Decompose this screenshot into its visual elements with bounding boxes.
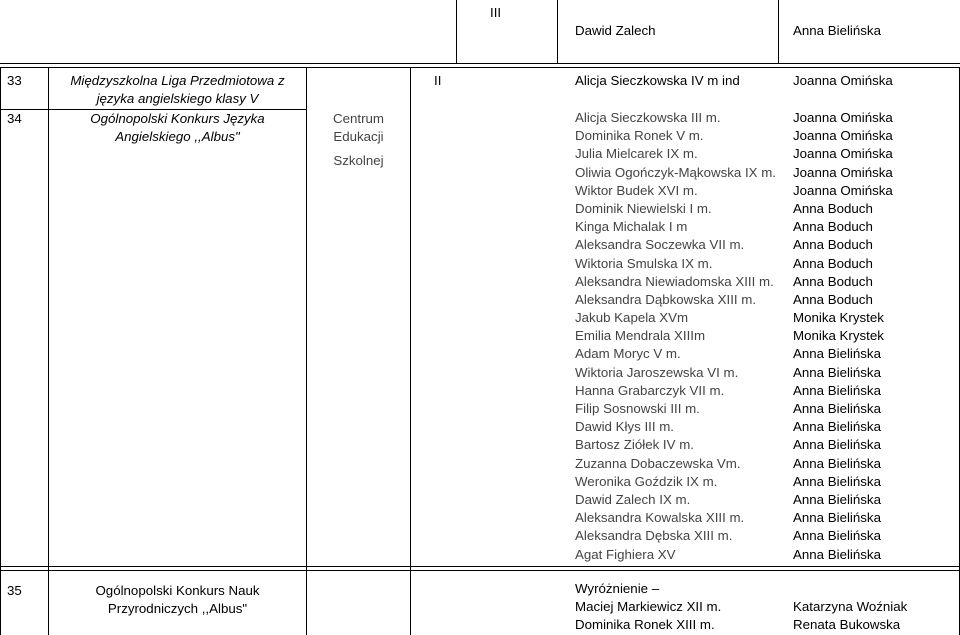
row34-number: 34 bbox=[7, 111, 22, 126]
list-item: Emilia Mendrala XIIIm bbox=[575, 328, 706, 344]
row33-title-line1: Międzyszkolna Liga Przedmiotowa z bbox=[70, 73, 285, 88]
list-item: Maciej Markiewicz XII m. bbox=[575, 599, 722, 615]
list-item: Dominika Ronek V m. bbox=[575, 128, 704, 144]
row35-number: 35 bbox=[7, 583, 22, 598]
list-item: Renata Bukowska bbox=[793, 617, 901, 633]
row33-title-line2: języka angielskiego klasy V bbox=[96, 91, 259, 106]
list-item: Anna Bielińska bbox=[793, 455, 881, 471]
list-item: Agat Fighiera XV bbox=[575, 546, 676, 562]
top-place: III bbox=[490, 5, 502, 20]
list-item: Bartosz Ziółek IV m. bbox=[575, 437, 694, 453]
grid-line-top-row-mid bbox=[557, 0, 558, 64]
list-item: Alicja Sieczkowska III m. bbox=[575, 110, 721, 125]
row35-title-line1: Ogólnopolski Konkurs Nauk bbox=[95, 583, 260, 598]
list-item: Hanna Grabarczyk VII m. bbox=[575, 382, 725, 398]
row34-organizer-line1: Centrum bbox=[333, 111, 384, 126]
row34-organizer-line3: Szkolnej bbox=[333, 153, 384, 168]
list-item: Anna Boduch bbox=[793, 237, 873, 253]
grid-line-top-row-right bbox=[778, 0, 779, 64]
list-item: Anna Bielińska bbox=[793, 437, 881, 453]
list-item: Wiktoria Smulska IX m. bbox=[575, 255, 713, 271]
top-teacher: Anna Bielińska bbox=[793, 23, 881, 38]
list-item: Dawid Kłys III m. bbox=[575, 419, 675, 435]
row35-teachers-list bbox=[793, 598, 907, 634]
list-item: Monika Krystek bbox=[793, 310, 884, 326]
list-item: Anna Bielińska bbox=[793, 491, 881, 507]
list-item: Adam Moryc V m. bbox=[575, 346, 681, 362]
list-item: Wiktoria Jaroszewska VI m. bbox=[575, 364, 739, 380]
row33-number: 33 bbox=[7, 73, 22, 88]
row34-header-teacher: Joanna Omińska bbox=[793, 73, 893, 88]
list-item: Wiktor Budek XVI m. bbox=[575, 182, 698, 198]
list-item: Joanna Omińska bbox=[793, 128, 893, 144]
list-item: Monika Krystek bbox=[793, 328, 884, 344]
top-winner: Dawid Zalech bbox=[575, 23, 656, 38]
list-item: Joanna Omińska bbox=[793, 182, 893, 198]
list-item: Kinga Michalak I m bbox=[575, 219, 688, 235]
list-item: Dominika Ronek XIII m. bbox=[575, 617, 715, 633]
list-item: Anna Bielińska bbox=[793, 473, 881, 489]
list-item: Filip Sosnowski III m. bbox=[575, 401, 700, 416]
list-item: Anna Boduch bbox=[793, 273, 873, 289]
list-item: Anna Bielińska bbox=[793, 546, 881, 562]
list-item: Aleksandra Dąbkowska XIII m. bbox=[575, 291, 757, 307]
list-item: Anna Bielińska bbox=[793, 419, 881, 435]
list-item: Dawid Zalech IX m. bbox=[575, 491, 691, 507]
row35-winners-list bbox=[575, 580, 721, 635]
list-item: Weronika Goździk IX m. bbox=[575, 473, 718, 489]
list-item: Anna Bielińska bbox=[793, 401, 881, 416]
grid-line-h1 bbox=[0, 63, 960, 64]
grid-line-v-outer-left bbox=[0, 67, 1, 635]
list-item: Anna Boduch bbox=[793, 255, 873, 271]
list-item: Anna Bielińska bbox=[793, 382, 881, 398]
grid-line-v-num bbox=[48, 67, 49, 635]
row34-teachers-list bbox=[793, 109, 893, 564]
list-item: Dominik Niewielski I m. bbox=[575, 200, 712, 216]
row35-title-line2: Przyrodniczych ,,Albus" bbox=[107, 601, 248, 616]
list-item: Julia Mielcarek IX m. bbox=[575, 146, 698, 162]
list-item: Joanna Omińska bbox=[793, 146, 893, 162]
row34-place: II bbox=[434, 73, 442, 88]
list-item: Aleksandra Niewiadomska XIII m. bbox=[575, 273, 774, 289]
row34-winners-list bbox=[575, 109, 776, 564]
list-item: Katarzyna Woźniak bbox=[793, 599, 908, 614]
list-item: Zuzanna Dobaczewska Vm. bbox=[575, 455, 741, 471]
list-item: Aleksandra Dębska XIII m. bbox=[575, 528, 733, 544]
list-item: Jakub Kapela XVm bbox=[575, 310, 689, 326]
row34-title-line2: Angielskiego ,,Albus" bbox=[115, 129, 240, 144]
list-item: Aleksandra Soczewka VII m. bbox=[575, 237, 745, 253]
grid-line-h5 bbox=[0, 570, 960, 571]
list-item: Anna Bielińska bbox=[793, 510, 881, 526]
list-item: Anna Bielińska bbox=[793, 346, 881, 362]
list-item: Anna Boduch bbox=[793, 219, 873, 235]
grid-line-v-organizer bbox=[410, 67, 411, 635]
list-item: Anna Boduch bbox=[793, 291, 873, 307]
grid-line-h4 bbox=[0, 566, 960, 567]
row34-organizer-line2: Edukacji bbox=[333, 129, 384, 144]
list-item: Joanna Omińska bbox=[793, 164, 893, 180]
list-item: Anna Bielińska bbox=[793, 528, 881, 544]
list-item: Joanna Omińska bbox=[793, 110, 893, 125]
row34-title-line1: Ogólnopolski Konkurs Języka bbox=[90, 111, 265, 126]
list-item: Wyróżnienie – bbox=[575, 581, 660, 596]
list-item: Aleksandra Kowalska XIII m. bbox=[575, 510, 745, 526]
grid-line-top-row-left bbox=[456, 0, 457, 64]
row34-header-winner: Alicja Sieczkowska IV m ind bbox=[575, 73, 740, 88]
list-item: Anna Boduch bbox=[793, 200, 873, 216]
list-item: Anna Bielińska bbox=[793, 364, 881, 380]
list-item: Oliwia Ogończyk-Mąkowska IX m. bbox=[575, 164, 776, 180]
grid-line-h2 bbox=[0, 67, 960, 68]
